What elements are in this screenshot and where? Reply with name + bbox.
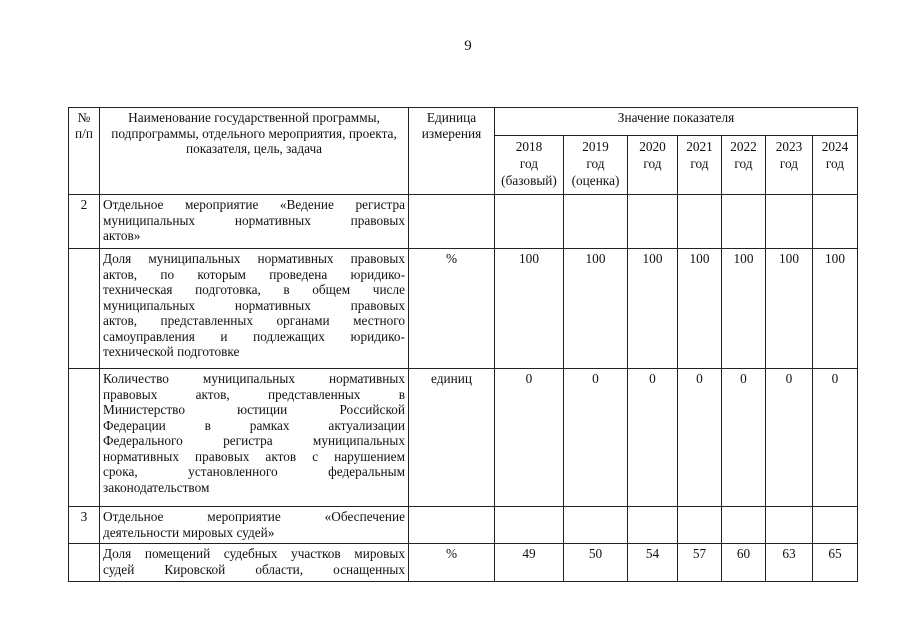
row-value: 100 (722, 249, 766, 369)
row-value: 100 (628, 249, 678, 369)
row-number (69, 249, 100, 369)
desc-line: актов, представленных органами местного (103, 313, 405, 328)
row-value: 100 (766, 249, 813, 369)
header-value-group: Значение показателя (495, 108, 858, 136)
desc-line: Доля помещений судебных участков мировых (103, 546, 405, 561)
row-description (100, 507, 409, 544)
desc-line: нормативных правовых актов с нарушением (103, 448, 405, 464)
row-description (100, 544, 409, 582)
desc-line: правовых актов, представленных в (103, 386, 405, 402)
row-value (813, 507, 858, 544)
row-value (813, 195, 858, 249)
year-suffix: год (825, 156, 845, 171)
year-label: 2020 (639, 139, 666, 154)
row-value: 0 (564, 369, 628, 507)
year-suffix: год (779, 156, 799, 171)
desc-line: технической подготовке (103, 344, 240, 359)
row-value: 49 (495, 544, 564, 582)
year-label: 2018 (515, 139, 543, 154)
row-description (100, 369, 409, 507)
indicators-table (68, 107, 858, 582)
table-row (69, 249, 858, 369)
row-unit: % (409, 544, 495, 582)
year-label: 2019 (582, 139, 609, 154)
header-year (766, 136, 813, 195)
table-row (69, 507, 858, 544)
row-description (100, 249, 409, 369)
row-value: 54 (628, 544, 678, 582)
table-row (69, 369, 858, 507)
row-description (100, 195, 409, 249)
desc-line: Количество муниципальных нормативных (103, 371, 405, 386)
row-value: 50 (564, 544, 628, 582)
year-note: (базовый) (501, 173, 557, 188)
desc-line: судей Кировской области, оснащенных (103, 561, 405, 577)
desc-line: техническая подготовка, в общем числе (103, 282, 405, 297)
desc-line: деятельности мировых судей» (103, 524, 275, 540)
row-value (495, 195, 564, 249)
row-value (564, 507, 628, 544)
desc-line: Министерство юстиции Российской (103, 402, 405, 417)
row-value (678, 507, 722, 544)
table-row (69, 195, 858, 249)
row-unit (409, 507, 495, 544)
desc-line: Отдельное мероприятие «Обеспечение (103, 509, 405, 524)
row-value (628, 195, 678, 249)
row-value: 0 (678, 369, 722, 507)
header-year (722, 136, 766, 195)
row-value (628, 507, 678, 544)
row-value (564, 195, 628, 249)
year-label: 2023 (775, 139, 803, 154)
header-row (69, 108, 858, 136)
header-year (678, 136, 722, 195)
desc-line: Отдельное мероприятие «Ведение регистра (103, 197, 405, 212)
desc-line: Доля муниципальных нормативных правовых (103, 251, 405, 266)
year-suffix: год (519, 156, 539, 171)
header-year (813, 136, 858, 195)
row-value (766, 507, 813, 544)
row-number (69, 544, 100, 582)
header-year (495, 136, 564, 195)
row-value: 100 (813, 249, 858, 369)
row-value: 0 (766, 369, 813, 507)
row-value (722, 507, 766, 544)
row-number: 2 (69, 195, 100, 249)
row-unit: единиц (409, 369, 495, 507)
desc-line: актов» (103, 228, 141, 243)
desc-line: актов, по которым проведена юридико- (103, 266, 405, 282)
row-value (678, 195, 722, 249)
year-label: 2021 (686, 139, 713, 154)
row-number: 3 (69, 507, 100, 544)
page-number: 9 (464, 38, 472, 54)
desc-line: Федерального регистра муниципальных (103, 433, 405, 448)
row-value: 100 (495, 249, 564, 369)
year-suffix: год (734, 156, 753, 171)
row-value: 0 (628, 369, 678, 507)
year-suffix: год (643, 156, 662, 171)
row-value (495, 507, 564, 544)
row-unit (409, 195, 495, 249)
row-value: 0 (722, 369, 766, 507)
desc-line: срока, установленного федеральным (103, 464, 405, 479)
year-label: 2024 (821, 139, 849, 154)
row-value: 57 (678, 544, 722, 582)
table-row (69, 544, 858, 582)
row-value: 100 (564, 249, 628, 369)
row-value: 63 (766, 544, 813, 582)
row-number (69, 369, 100, 507)
row-value: 100 (678, 249, 722, 369)
header-num: № п/п (69, 108, 100, 195)
desc-line: самоуправления и подлежащих юридико- (103, 328, 405, 344)
header-year (564, 136, 628, 195)
row-value (766, 195, 813, 249)
row-value (722, 195, 766, 249)
year-suffix: год (690, 156, 709, 171)
desc-line: законодательством (103, 479, 210, 495)
year-note: (оценка) (571, 173, 620, 188)
row-value: 65 (813, 544, 858, 582)
year-label: 2022 (730, 139, 757, 154)
header-unit: Единица измерения (409, 108, 495, 195)
row-value: 60 (722, 544, 766, 582)
row-value: 0 (813, 369, 858, 507)
header-year (628, 136, 678, 195)
row-unit: % (409, 249, 495, 369)
row-value: 0 (495, 369, 564, 507)
desc-line: муниципальных нормативных правовых (103, 212, 405, 228)
year-suffix: год (586, 156, 605, 171)
desc-line: Федерации в рамках актуализации (103, 417, 405, 433)
desc-line: муниципальных нормативных правовых (103, 297, 405, 313)
header-name: Наименование государственной программы, подпрограммы, отдельного мероприятия, проекта, показателя, цель, задача (100, 108, 409, 195)
